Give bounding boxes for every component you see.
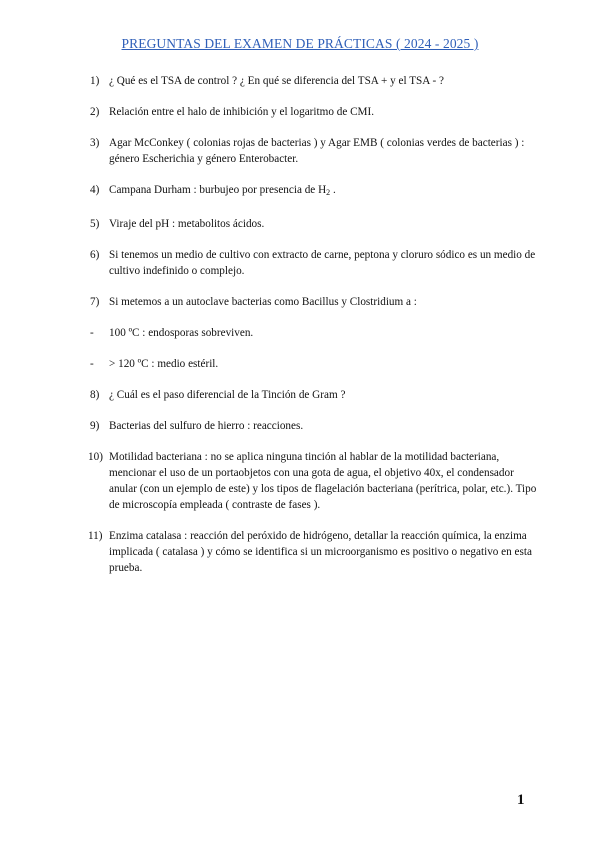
question-text: Relación entre el halo de inhibición y el logaritmo de CMI. [109, 106, 375, 118]
question-text: Viraje del pH : metabolitos ácidos. [109, 218, 265, 230]
question-text-end: . [330, 184, 336, 196]
page-title: PREGUNTAS DEL EXAMEN DE PRÁCTICAS ( 2024 - 2025 ) [121, 36, 479, 51]
question-text: Si metemos a un autoclave bacterias como Bacillus y Clostridium a : [109, 296, 417, 308]
dash-bullet: - [90, 358, 94, 370]
page-number: 1 [517, 792, 525, 808]
question-number: 5) [90, 218, 100, 230]
sub-item [90, 356, 540, 372]
dash-bullet: - [90, 327, 94, 339]
question-number: 7) [90, 296, 100, 308]
question-item [90, 216, 540, 232]
question-number: 11) [88, 530, 103, 542]
question-text: Agar McConkey ( colonias rojas de bacterias ) y Agar EMB ( colonias verdes de bacterias ) : género Escherichia y género Enterobacter. [109, 137, 525, 165]
question-text: Enzima catalasa : reacción del peróxido de hidrógeno, detallar la reacción química, la enzima implicada ( catalasa ) y cómo se identifica si un microorganismo es positivo o negativo en esta prueba. [109, 530, 532, 574]
question-text: Si tenemos un medio de cultivo con extracto de carne, peptona y cloruro sódico es un medio de cultivo indefinido o complejo. [109, 249, 536, 277]
sub-item-text: > 120 ºC : medio estéril. [109, 358, 219, 370]
question-text: ¿ Qué es el TSA de control ? ¿ En qué se diferencia del TSA + y el TSA - ? [109, 75, 445, 87]
question-number: 9) [90, 420, 100, 432]
question-text-main: Campana Durham : burbujeo por presencia de H [109, 184, 327, 196]
question-item [90, 449, 540, 513]
question-text: Motilidad bacteriana : no se aplica ninguna tinción al hablar de la motilidad bacteriana, mencionar el uso de un portaobjetos con una gota de agua, el objetivo 40x, el condensador anular (con un ejemplo de este) y los tipos de flagelación bacteriana (perítrica, polar, etc.). Tipo de microscopía empleada ( contraste de fases ). [109, 451, 537, 511]
question-list [90, 73, 540, 591]
question-item [90, 73, 540, 89]
question-number: 3) [90, 137, 100, 149]
question-number: 1) [90, 75, 100, 87]
question-number: 2) [90, 106, 100, 118]
question-item [90, 135, 540, 167]
question-item [90, 418, 540, 434]
question-item [90, 387, 540, 403]
question-text: Bacterias del sulfuro de hierro : reacciones. [109, 420, 304, 432]
question-item [90, 104, 540, 120]
sub-item-text: 100 ºC : endosporas sobreviven. [109, 327, 254, 339]
question-item [90, 294, 540, 310]
question-text: ¿ Cuál es el paso diferencial de la Tinción de Gram ? [109, 389, 346, 401]
question-text [109, 184, 336, 196]
question-number: 4) [90, 184, 100, 196]
question-number: 6) [90, 249, 100, 261]
question-item [90, 182, 540, 201]
question-item [90, 247, 540, 279]
sub-item [90, 325, 540, 341]
question-item [90, 528, 540, 576]
question-number: 10) [88, 451, 103, 463]
chemical-subscript: 2 [326, 188, 331, 197]
question-number: 8) [90, 389, 100, 401]
